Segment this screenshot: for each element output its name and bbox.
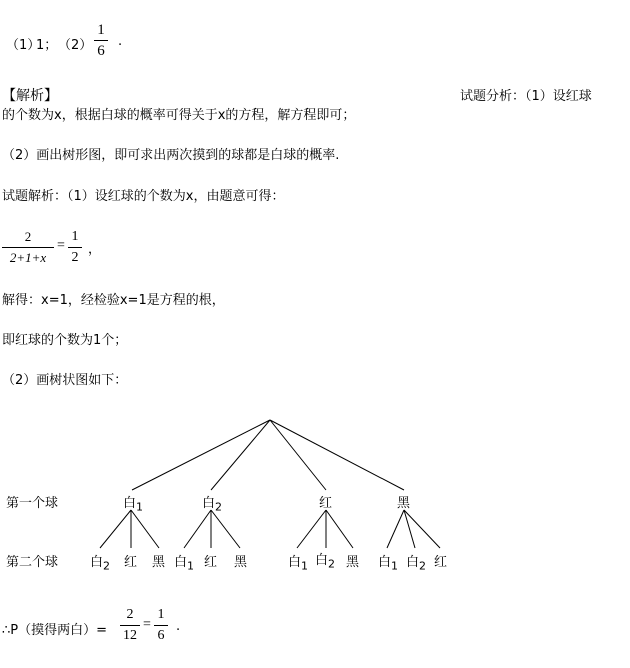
tree-node-second: 白$_2$ bbox=[406, 555, 427, 573]
tree-node-second: 红 bbox=[124, 555, 138, 570]
answer-part1-label: （1） bbox=[6, 38, 41, 53]
analysis-summary-line3: （2）画出树形图，即可求出两次摸到的球都是白球的概率. bbox=[2, 148, 340, 163]
solution-intro: 试题解析：（1）设红球的个数为x，由题意可得： bbox=[2, 189, 285, 204]
analysis-summary-line2: 的个数为x，根据白球的概率可得关于x的方程，解方程即可； bbox=[2, 108, 356, 123]
solution-tree-intro: （2）画树状图如下： bbox=[2, 373, 128, 388]
fraction-denominator: 6 bbox=[97, 43, 105, 59]
fraction-bar bbox=[154, 625, 168, 626]
fraction-numerator: 1 bbox=[157, 607, 165, 622]
probability-equals: = bbox=[143, 617, 151, 632]
tree-node-first: 白$_2$ bbox=[202, 496, 223, 514]
tree-branch bbox=[131, 510, 159, 548]
fraction-numerator: 2 bbox=[24, 229, 32, 244]
tree-node-second: 白$_1$ bbox=[378, 555, 399, 573]
probability-prefix: ∴P（摸得两白）= bbox=[2, 623, 108, 638]
tree-node-first: 黑 bbox=[397, 496, 411, 511]
tree-node-second: 黑 bbox=[152, 555, 166, 570]
fraction-denominator: 6 bbox=[157, 628, 165, 643]
solution-conclusion: 即红球的个数为1个； bbox=[2, 333, 128, 348]
tree-node-second: 黑 bbox=[234, 555, 248, 570]
analysis-summary-right: 试题分析：（1）设红球 bbox=[460, 89, 592, 104]
tree-node-first: 红 bbox=[319, 496, 333, 511]
tree-branch bbox=[270, 420, 326, 490]
fraction-denominator: 12 bbox=[123, 628, 137, 643]
tree-row1-label: 第一个球 bbox=[6, 496, 59, 511]
tree-node-second: 白$_2$ bbox=[90, 555, 111, 573]
analysis-heading: 【解析】 bbox=[2, 88, 58, 104]
tree-branch bbox=[387, 510, 404, 548]
tree-node-second: 白$_1$ bbox=[288, 555, 309, 573]
equation-end: ， bbox=[88, 242, 102, 257]
tree-node-second: 红 bbox=[434, 555, 448, 570]
tree-branch bbox=[132, 420, 270, 490]
tree-row2-label: 第二个球 bbox=[6, 555, 59, 570]
tree-branch bbox=[100, 510, 131, 548]
tree-branch bbox=[270, 420, 404, 490]
tree-branch bbox=[184, 510, 211, 548]
fraction-numerator: 1 bbox=[97, 22, 105, 38]
solution-solve: 解得：x=1，经检验x=1是方程的根， bbox=[2, 293, 225, 308]
answer-part1-value: 1； bbox=[36, 38, 58, 53]
answer-part2-end: . bbox=[118, 34, 123, 49]
fraction-bar bbox=[120, 625, 140, 626]
tree-node-second: 白$_2$ bbox=[315, 553, 336, 571]
fraction-numerator: 1 bbox=[71, 229, 79, 244]
equation-equals: = bbox=[57, 238, 65, 253]
probability-end: . bbox=[176, 619, 181, 634]
tree-node-second: 黑 bbox=[346, 555, 360, 570]
tree-node-second: 红 bbox=[204, 555, 218, 570]
tree-branch bbox=[211, 510, 240, 548]
answer-part2-label: （2） bbox=[58, 38, 93, 53]
fraction-denominator: 2 bbox=[71, 250, 79, 265]
tree-branch bbox=[326, 510, 353, 548]
tree-node-first: 白$_1$ bbox=[123, 496, 144, 514]
fraction-numerator: 2 bbox=[126, 607, 134, 622]
probability-fraction-2 bbox=[154, 607, 168, 644]
fraction-denominator: 2+1+x bbox=[9, 250, 47, 265]
tree-branch bbox=[297, 510, 326, 548]
probability-fraction-1 bbox=[120, 607, 140, 644]
tree-node-second: 白$_1$ bbox=[174, 555, 195, 573]
tree-branch bbox=[211, 420, 270, 490]
